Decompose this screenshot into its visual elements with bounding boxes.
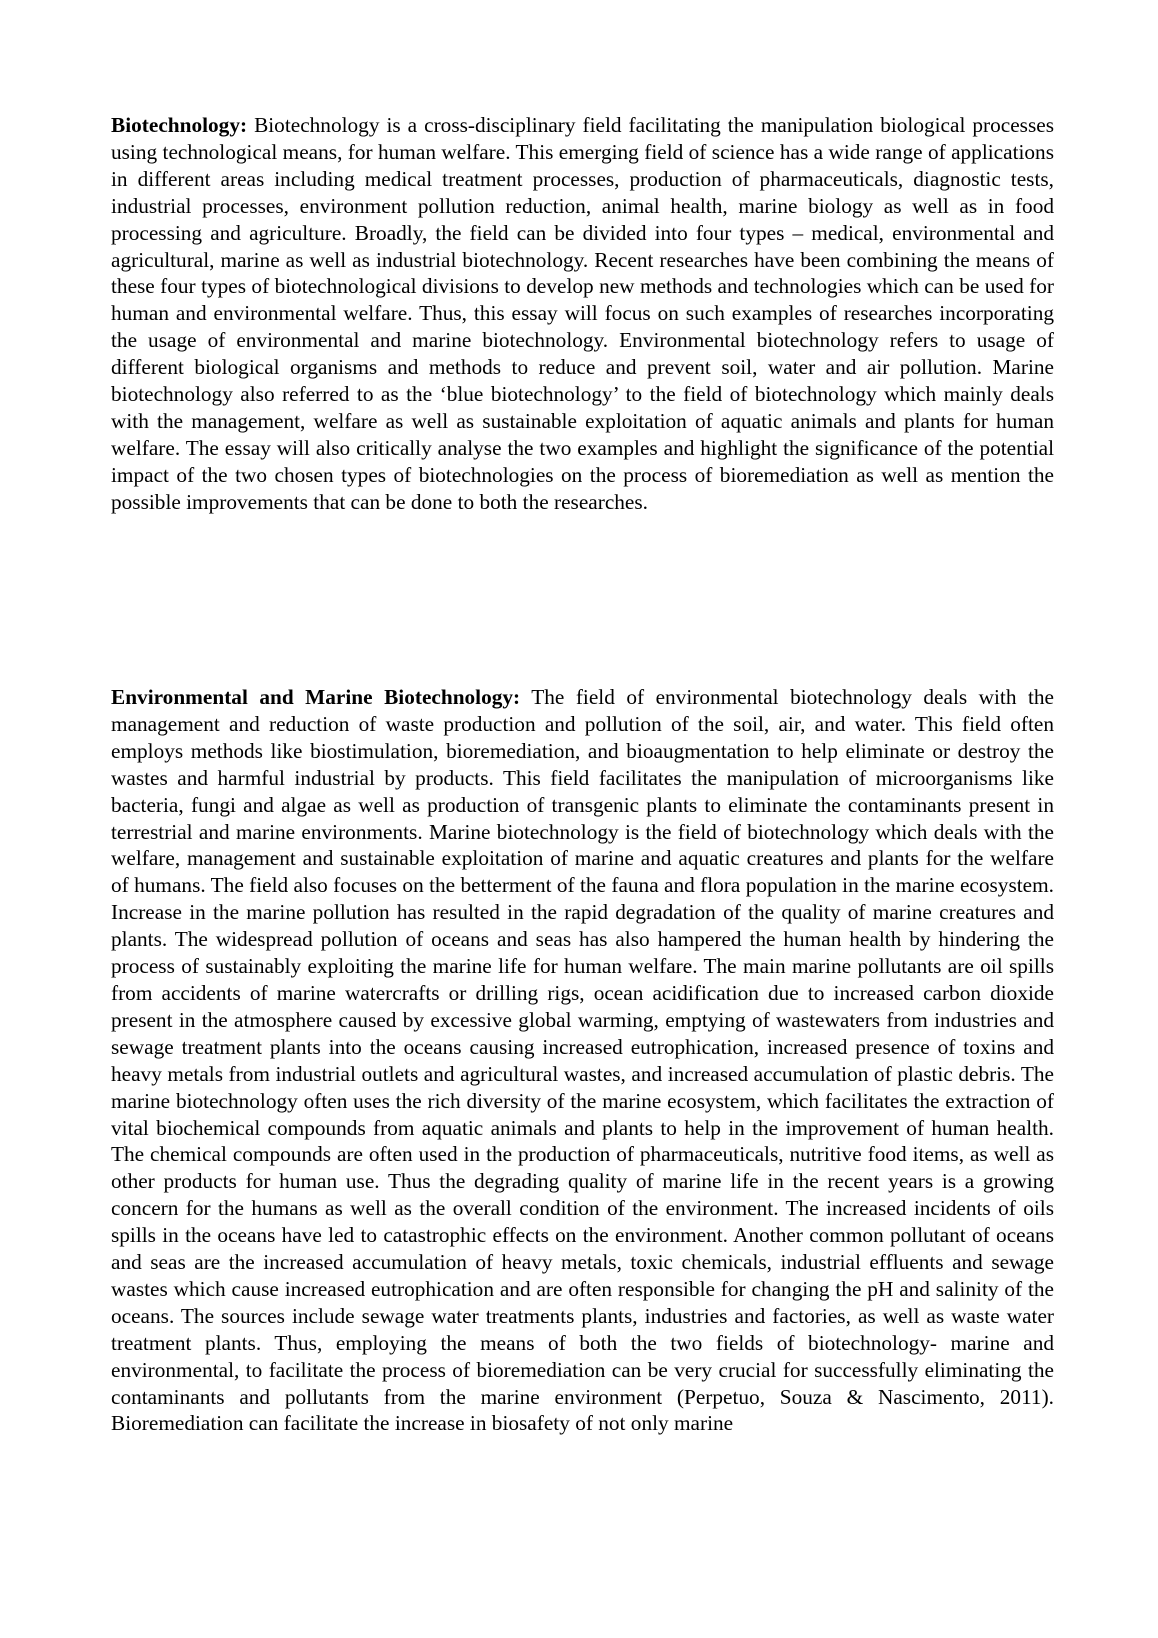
paragraph-body-biotechnology: Biotechnology is a cross-disciplinary field facilitating the manipulation biological processes using technological means, for human welfare. This emerging field of science has a wide range of applications in different areas including medical treatment processes, production of pharmaceuticals, diagnostic tests, industrial processes, environment pollution reduction, animal health, marine biology as well as in food processing and agriculture. Broadly, the field can be divided into four types – medical, environmental and agricultural, marine as well as industrial biotechnology. Recent researches have been combining the means of these four types of biotechnological divisions to develop new methods and technologies which can be used for human and environmental welfare. Thus, this essay will focus on such examples of researches incorporating the usage of environmental and marine biotechnology. Environmental biotechnology refers to usage of different biological organisms and methods to reduce and prevent soil, water and air pollution. Marine biotechnology also referred to as the ‘blue biotechnology’ to the field of biotechnology which mainly deals with the management, welfare as well as sustainable exploitation of aquatic animals and plants for human welfare. The essay will also critically analyse the two examples and highlight the significance of the potential impact of the two chosen types of biotechnologies on the process of bioremediation as well as mention the possible improvements that can be done to both the researches. bbox=[111, 113, 1054, 514]
paragraph-biotechnology bbox=[111, 112, 1054, 516]
section-heading-environmental-marine: Environmental and Marine Biotechnology: bbox=[111, 685, 521, 709]
section-heading-biotechnology: Biotechnology: bbox=[111, 113, 248, 137]
paragraph-body-environmental-marine: The field of environmental biotechnology deals with the management and reduction of waste production and pollution of the soil, air, and water. This field often employs methods like biostimulation, bioremediation, and bioaugmentation to help eliminate or destroy the wastes and harmful industrial by products. This field facilitates the manipulation of microorganisms like bacteria, fungi and algae as well as production of transgenic plants to eliminate the contaminants present in terrestrial and marine environments. Marine biotechnology is the field of biotechnology which deals with the welfare, management and sustainable exploitation of marine and aquatic creatures and plants for the welfare of humans. The field also focuses on the betterment of the fauna and flora population in the marine ecosystem. Increase in the marine pollution has resulted in the rapid degradation of the quality of marine creatures and plants. The widespread pollution of oceans and seas has also hampered the human health by hindering the process of sustainably exploiting the marine life for human welfare. The main marine pollutants are oil spills from accidents of marine watercrafts or drilling rigs, ocean acidification due to increased carbon dioxide present in the atmosphere caused by excessive global warming, emptying of wastewaters from industries and sewage treatment plants into the oceans causing increased eutrophication, increased presence of toxins and heavy metals from industrial outlets and agricultural wastes, and increased accumulation of plastic debris. The marine biotechnology often uses the rich diversity of the marine ecosystem, which facilitates the extraction of vital biochemical compounds from aquatic animals and plants to help in the improvement of human health. The chemical compounds are often used in the production of pharmaceuticals, nutritive food items, as well as other products for human use. Thus the degrading quality of marine life in the recent years is a growing concern for the humans as well as the overall condition of the environment. The increased incidents of oils spills in the oceans have led to catastrophic effects on the environment. Another common pollutant of oceans and seas are the increased accumulation of heavy metals, toxic chemicals, industrial effluents and sewage wastes which cause increased eutrophication and are often responsible for changing the pH and salinity of the oceans. The sources include sewage water treatments plants, industries and factories, as well as waste water treatment plants. Thus, employing the means of both the two fields of biotechnology- marine and environmental, to facilitate the process of bioremediation can be very crucial for successfully eliminating the contaminants and pollutants from the marine environment (Perpetuo, Souza & Nascimento, 2011). Bioremediation can facilitate the increase in biosafety of not only marine bbox=[111, 685, 1055, 1436]
paragraph-environmental-marine bbox=[111, 684, 1054, 1437]
